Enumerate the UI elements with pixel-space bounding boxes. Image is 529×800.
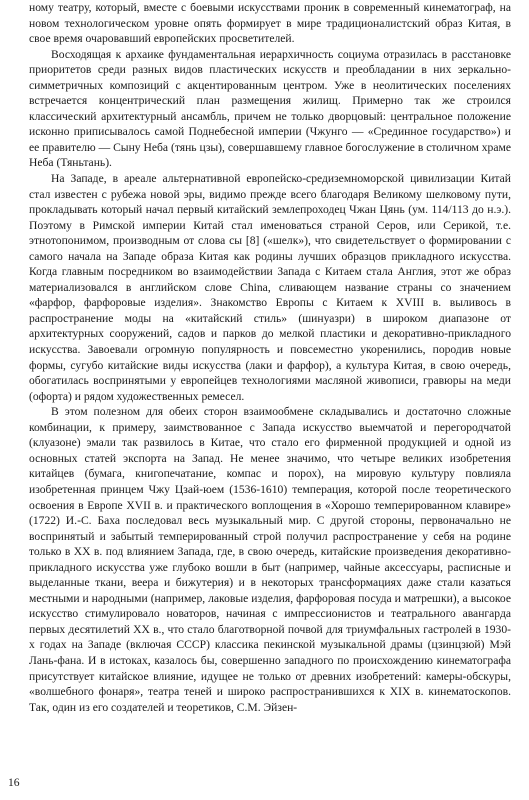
paragraph-continued: ному театру, который, вместе с боевыми искусствами проник в современный кинематограф, на новом технологическом уровне опять формирует в мире традиционалистский образ Китая, в свое время очаровавший европейских просветителей. bbox=[29, 1, 511, 46]
paragraph-exchange: В этом полезном для обеих сторон взаимообмене складывались и достаточно сложные комбинации, к примеру, заимствованное с Запада искусство выемчатой и перегородчатой (клуазоне) эмали так развилось в Китае, что стало его фирменной продукцией и одной из основных статей экспорта на Запад. Не менее значимо, что четыре великих изобретения китайцев (бумага, книгопечатание, компас и порох), на мировую культуру повлияла изобретенная принцем Чжу Цзай-юем (1536-1610) темперация, которой после теоретического освоения в Европе XVII в. и практического воплощения в «Хорошо темперированном клавире» (1722) И.-С. Баха последовал весь музыкальный мир. С другой стороны, первоначально не воспринятый и забытый темперированный строй получил распространение у себя на родине только в XX в. под влиянием Запада, где, в свою очередь, китайские произведения декоративно-прикладного искусства уже глубоко вошли в быт (например, чайные аксессуары, расписные и выделанные ткани, веера и бижутерия) и в некоторых трансформациях даже стали казаться местными и народными (например, лаковые изделия, фарфоровая посуда и матрешки), а высокое искусство стимулировало новаторов, начиная с импрессионистов и театрального авангарда первых десятилетий XX в., что стало благотворной почвой для триумфальных гастролей в 1930-х годах на Западе (включая СССР) классика пекинской музыкальной драмы (цзинцзюй) Мэй Лань-фана. И в истоках, казалось бы, совершенно западного по происхождению кинематографа присутствует китайское влияние, идущее не только от древних изобретений: камеры-обскуры, «волшебного фонаря», театра теней и широко распространившихся к XIX в. кинематоскопов. Так, один из его создателей и теоретиков, С.М. Эйзен- bbox=[29, 405, 511, 714]
paragraph-west: На Западе, в ареале альтернативной европейско-средиземноморской цивилизации Китай стал известен с рубежа новой эры, видимо прежде всего благодаря Великому шелковому пути, прокладывать который начал первый китайский землепроходец Чжан Цянь (ум. 114/113 до н.э.). Поэтому в Римской империи Китай стал именоваться страной Серов, или Серикой, т.е. этнотопонимом, производным от слова сы [8] («шелк»), что свидетельствует о формировании с самого начала на Западе образа Китая как родины лучших образцов прикладного искусства. Когда главным посредником во взаимодействии Запада с Китаем стала Англия, этот же образ материализовался в английском слове China, сливающем название страны со значением «фарфор, фарфоровые изделия». Знакомство Европы с Китаем к XVIII в. выливось в распространение моды на «китайский стиль» (шинуазри) в широком диапазоне от архитектурных сооружений, садов и парков до мелкой пластики и декоративно-прикладного искусства. Завоевали огромную популярность и повсеместно укоренились, породив новые формы, сугубо китайские виды искусства (лаки и фарфор), а культура Китая, в свою очередь, обогатилась воспринятыми у европейцев технологиями масляной живописи, гравюры на меди (офорта) и рядом художественных ремесел. bbox=[29, 172, 511, 403]
page-number: 16 bbox=[8, 776, 20, 789]
paragraph-hierarchy: Восходящая к архаике фундаментальная иерархичность социума отразилась в расстановке приоритетов среди разных видов пластических искусств и преобладании в них зеркально-симметричных композиций с акцентированным центром. Уже в неолитических поселениях встречается концентрический план размещения жилищ. Примерно так же строился классический архитектурный ансамбль, причем не только дворцовый: центральное положение исконно приписывалось самой Поднебесной империи (Чжунго — «Срединное государство») и ее правителю — Сыну Неба (тянь цзы), совершавшему главное богослужение в столичном храме Неба (Тяньтань). bbox=[29, 47, 511, 170]
body-text bbox=[29, 0, 511, 715]
